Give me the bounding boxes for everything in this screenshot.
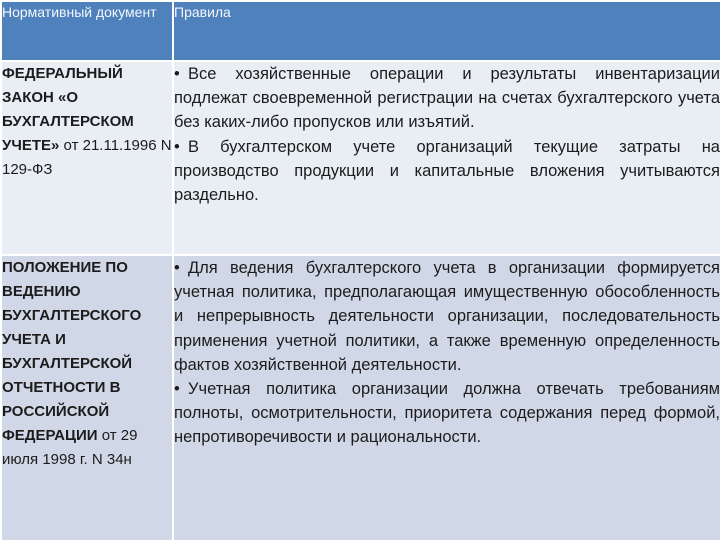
rules-cell <box>173 61 720 255</box>
header-document: Нормативный документ <box>1 1 173 61</box>
document-cell <box>1 61 173 255</box>
rule-bullet <box>174 377 720 450</box>
rule-text: Все хозяйственные операции и результаты инвентаризации подлежат своевременной регистрации на счетах бухгалтерского учета без каких-либо пропусков или изъятий. <box>174 65 720 132</box>
document-title: ПОЛОЖЕНИЕ ПО ВЕДЕНИЮ БУХГАЛТЕРСКОГО УЧЕТА И БУХГАЛТЕРСКОЙ ОТЧЕТНОСТИ В РОССИЙСКОЙ ФЕДЕРАЦИИ <box>2 259 142 444</box>
rule-bullet <box>174 256 720 377</box>
bullet-glyph: • <box>174 380 180 399</box>
table-header-row <box>1 1 720 61</box>
rule-bullet <box>174 62 720 135</box>
rule-text: Для ведения бухгалтерского учета в организации формируется учетная политика, предполагающая имущественную обособленность и непрерывность деятельности организации, последовательность применения учетной политики, а также временную определенность фактов хозяйственной деятельности. <box>174 259 720 374</box>
header-rules: Правила <box>173 1 720 61</box>
table-row <box>1 255 720 540</box>
rules-cell <box>173 255 720 540</box>
document-title: ФЕДЕРАЛЬНЫЙ ЗАКОН «О БУХГАЛТЕРСКОМ УЧЕТЕ» <box>2 65 134 154</box>
table-row <box>1 61 720 255</box>
bullet-glyph: • <box>174 259 180 277</box>
rule-text: В бухгалтерском учете организаций текущие затраты на производство продукции и капитальные вложения учитываются раздельно. <box>174 137 720 205</box>
document-cell <box>1 255 173 540</box>
bullet-glyph: • <box>174 137 180 156</box>
rule-text: Учетная политика организации должна отвечать требованиям полноты, осмотрительности, приоритета содержания перед формой, непротиворечивости и рациональности. <box>174 380 720 447</box>
bullet-glyph: • <box>174 65 180 83</box>
rule-bullet <box>174 135 720 208</box>
document-date: от 29 июля 1998 г. N 34н <box>2 427 138 468</box>
document-date: от 21.11.1996 N 129-ФЗ <box>2 137 172 178</box>
